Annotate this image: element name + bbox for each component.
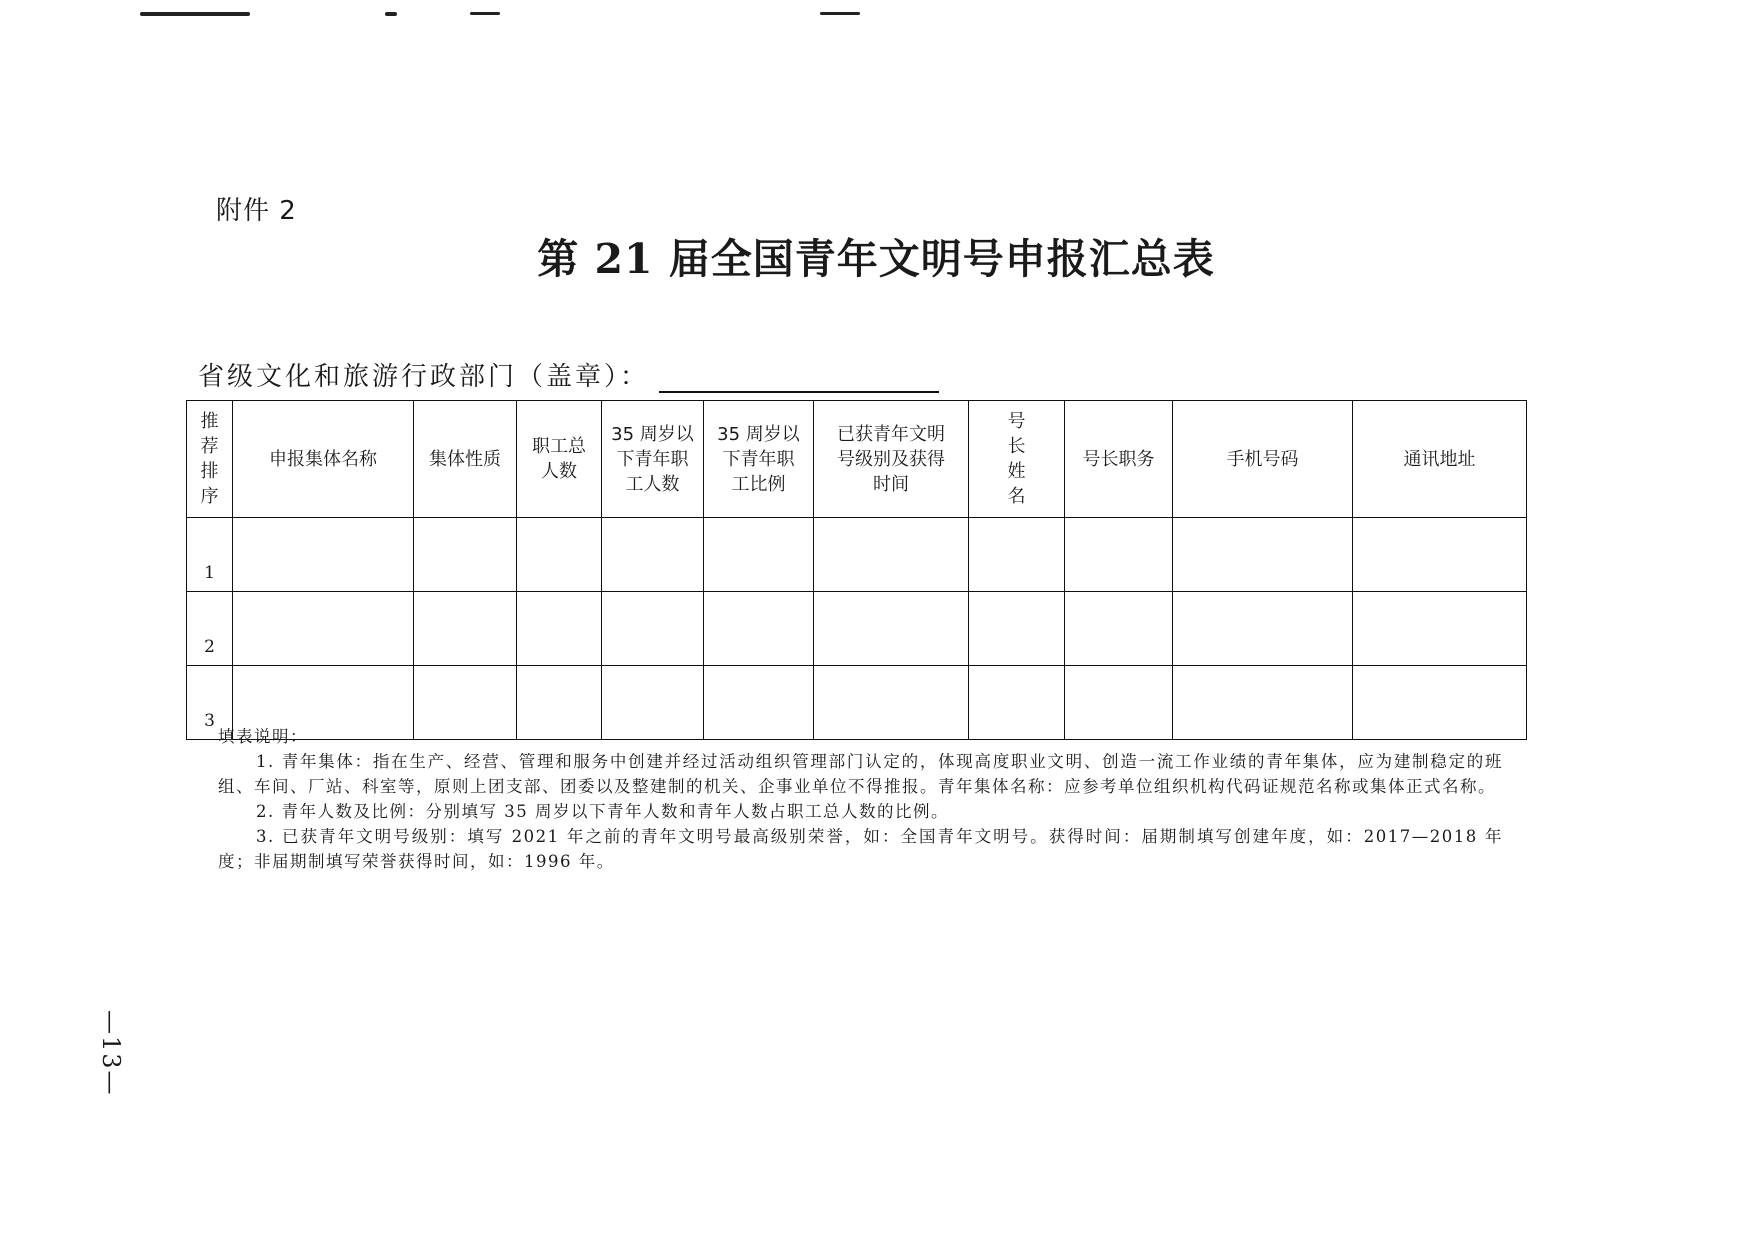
row-rank: 2	[187, 592, 233, 666]
col-address: 通讯地址	[1353, 401, 1527, 518]
col-youth-staff-ratio: 35 周岁以下青年职工比例	[704, 401, 814, 518]
table-cell[interactable]	[414, 592, 517, 666]
page-number: —13—	[97, 1010, 125, 1097]
summary-table	[186, 400, 1527, 740]
table-cell[interactable]	[602, 592, 704, 666]
table-cell[interactable]	[814, 592, 969, 666]
table-cell[interactable]	[1353, 592, 1527, 666]
note-item: 2. 青年人数及比例：分别填写 35 周岁以下青年人数和青年人数占职工总人数的比例。	[256, 802, 949, 821]
table-cell[interactable]	[414, 518, 517, 592]
table-cell[interactable]	[814, 518, 969, 592]
attachment-label: 附件 2	[216, 196, 297, 226]
table-row	[187, 518, 1527, 592]
table-cell[interactable]	[1065, 518, 1173, 592]
table-cell[interactable]	[1065, 592, 1173, 666]
table-cell[interactable]	[969, 592, 1065, 666]
table-cell[interactable]	[1173, 518, 1353, 592]
note-item: 3. 已获青年文明号级别：填写 2021 年之前的青年文明号最高级别荣誉，如：全国青年文明号。获得时间：届期制填写创建年度，如：2017—2018 年度；非届期制填写荣誉获得时间，如：1996 年。	[218, 827, 1503, 871]
col-collective-name: 申报集体名称	[233, 401, 414, 518]
notes-title: 填表说明：	[218, 727, 308, 746]
row-rank: 3	[187, 666, 233, 740]
col-leader-title: 号长职务	[1065, 401, 1173, 518]
dept-stamp-field	[198, 356, 939, 393]
col-collective-type: 集体性质	[414, 401, 517, 518]
scan-mark	[140, 12, 250, 16]
table-cell[interactable]	[1353, 518, 1527, 592]
col-total-staff: 职工总人数	[517, 401, 602, 518]
scan-mark	[820, 12, 860, 15]
row-rank: 1	[187, 518, 233, 592]
scan-mark	[385, 12, 397, 16]
fill-instructions	[218, 724, 1503, 874]
table-cell[interactable]	[517, 592, 602, 666]
col-youth-staff-count: 35 周岁以下青年职工人数	[602, 401, 704, 518]
note-item: 1. 青年集体：指在生产、经营、管理和服务中创建并经过活动组织管理部门认定的，体现高度职业文明、创造一流工作业绩的青年集体，应为建制稳定的班组、车间、厂站、科室等，原则上团支部、团委以及整建制的机关、企事业单位不得推报。青年集体名称：应参考单位组织机构代码证规范名称或集体正式名称。	[218, 752, 1503, 796]
dept-stamp-blank[interactable]	[659, 363, 939, 393]
table-cell[interactable]	[602, 518, 704, 592]
table-header-row	[187, 401, 1527, 518]
page-title: 第 21 届全国青年文明号申报汇总表	[537, 235, 1215, 283]
col-rank: 推荐排序	[187, 401, 233, 518]
table-cell[interactable]	[517, 518, 602, 592]
col-leader-name: 号长姓名	[969, 401, 1065, 518]
dept-stamp-label: 省级文化和旅游行政部门（盖章）：	[198, 362, 650, 392]
table-cell[interactable]	[969, 518, 1065, 592]
table-row	[187, 592, 1527, 666]
scan-mark	[470, 12, 500, 15]
table-cell[interactable]	[704, 518, 814, 592]
table-cell[interactable]	[1173, 592, 1353, 666]
col-honor-level-time: 已获青年文明号级别及获得时间	[814, 401, 969, 518]
table-cell[interactable]	[233, 518, 414, 592]
table-cell[interactable]	[704, 592, 814, 666]
col-phone: 手机号码	[1173, 401, 1353, 518]
table-cell[interactable]	[233, 592, 414, 666]
